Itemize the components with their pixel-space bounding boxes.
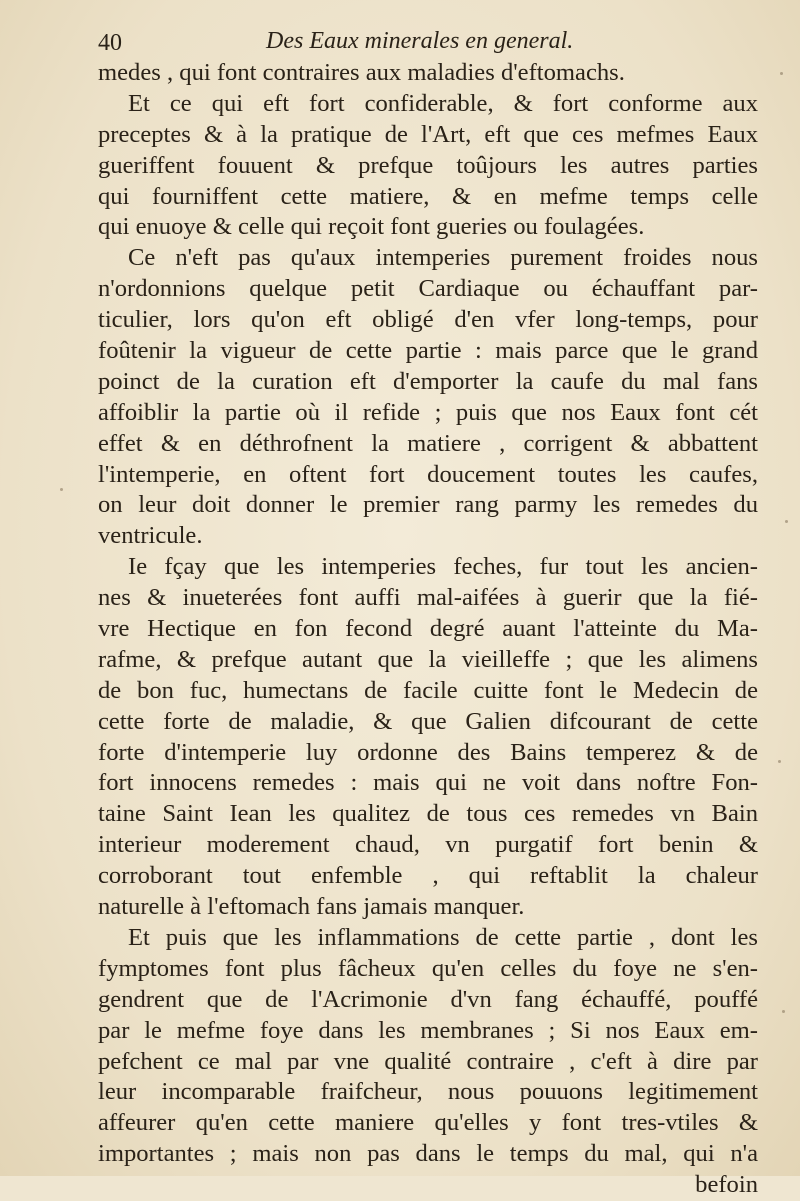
text-line: corroborant tout enfemble , qui reftablit la chaleur (98, 862, 758, 890)
text-line: interieur moderement chaud, vn purgatif fort benin & (98, 831, 758, 859)
text-line: par le mefme foye dans les membranes ; Si nos Eaux em- (98, 1016, 758, 1044)
page-number: 40 (98, 30, 122, 56)
text-line: gueriffent fouuent & prefque toûjours les autres parties (98, 151, 758, 179)
text-line: pefchent ce mal par vne qualité contraire , c'eft à dire par (98, 1047, 758, 1075)
text-line: befoin (695, 1171, 758, 1199)
text-line: de bon fuc, humectans de facile cuitte font le Medecin de (98, 676, 758, 704)
text-line: ticulier, lors qu'on eft obligé d'en vfer long-temps, pour (98, 306, 758, 334)
text-line: fymptomes font plus fâcheux qu'en celles du foye ne s'en- (98, 954, 758, 982)
text-line: qui enuoye & celle qui reçoit font gueries ou foulagées. (98, 213, 645, 241)
text-line: forte d'intemperie luy ordonne des Bains temperez & de (98, 738, 758, 766)
text-line: naturelle à l'eftomach fans jamais manquer. (98, 893, 525, 921)
text-line: rafme, & prefque autant que la vieilleffe ; que les alimens (98, 645, 758, 673)
text-line: preceptes & à la pratique de l'Art, eft que ces mefmes Eaux (98, 120, 758, 148)
text-line: medes , qui font contraires aux maladies d'eftomachs. (98, 59, 625, 86)
text-line: l'intemperie, en oftent fort doucement toutes les caufes, (98, 460, 758, 488)
text-line: effet & en déthrofnent la matiere , corrigent & abbattent (98, 429, 758, 457)
text-line: taine Saint Iean les qualitez de tous ces remedes vn Bain (98, 800, 758, 828)
text-line: cette forte de maladie, & que Galien difcourant de cette (98, 707, 758, 735)
text-line: qui fourniffent cette matiere, & en mefme temps celle (98, 182, 758, 210)
text-line: n'ordonnions quelque petit Cardiaque ou échauffant par- (98, 275, 758, 303)
text-line: fort innocens remedes : mais qui ne voit dans noftre Fon- (98, 769, 758, 797)
text-line: Et ce qui eft fort confiderable, & fort conforme aux (128, 89, 758, 117)
text-line: poinct de la curation eft d'emporter la caufe du mal fans (98, 367, 758, 395)
body-text (98, 58, 758, 1201)
text-line: foûtenir la vigueur de cette partie : mais parce que le grand (98, 337, 758, 365)
text-line: Et puis que les inflammations de cette partie , dont les (128, 923, 758, 951)
text-line: affoiblir la partie où il refide ; puis que nos Eaux font cét (98, 398, 758, 426)
text-line: vre Hectique en fon fecond degré auant l'atteinte du Ma- (98, 615, 758, 643)
text-line: leur incomparable fraifcheur, nous pouuons legitimement (98, 1078, 758, 1106)
text-line: ventricule. (98, 522, 203, 550)
running-title: Des Eaux minerales en general. (266, 28, 574, 54)
text-line: gendrent que de l'Acrimonie d'vn fang échauffé, pouffé (98, 985, 758, 1013)
text-line: Ce n'eft pas qu'aux intemperies purement froides nous (128, 244, 758, 272)
text-line: affeurer qu'en cette maniere qu'elles y font tres-vtiles & (98, 1109, 758, 1137)
text-line: Ie fçay que les intemperies feches, fur tout les ancien- (128, 553, 758, 581)
text-line: on leur doit donner le premier rang parmy les remedes du (98, 491, 758, 519)
text-line: importantes ; mais non pas dans le temps du mal, qui n'a (98, 1140, 758, 1168)
text-line: nes & inueterées font auffi mal-aifées à guerir que la fié- (98, 584, 758, 612)
page-header (98, 26, 758, 60)
